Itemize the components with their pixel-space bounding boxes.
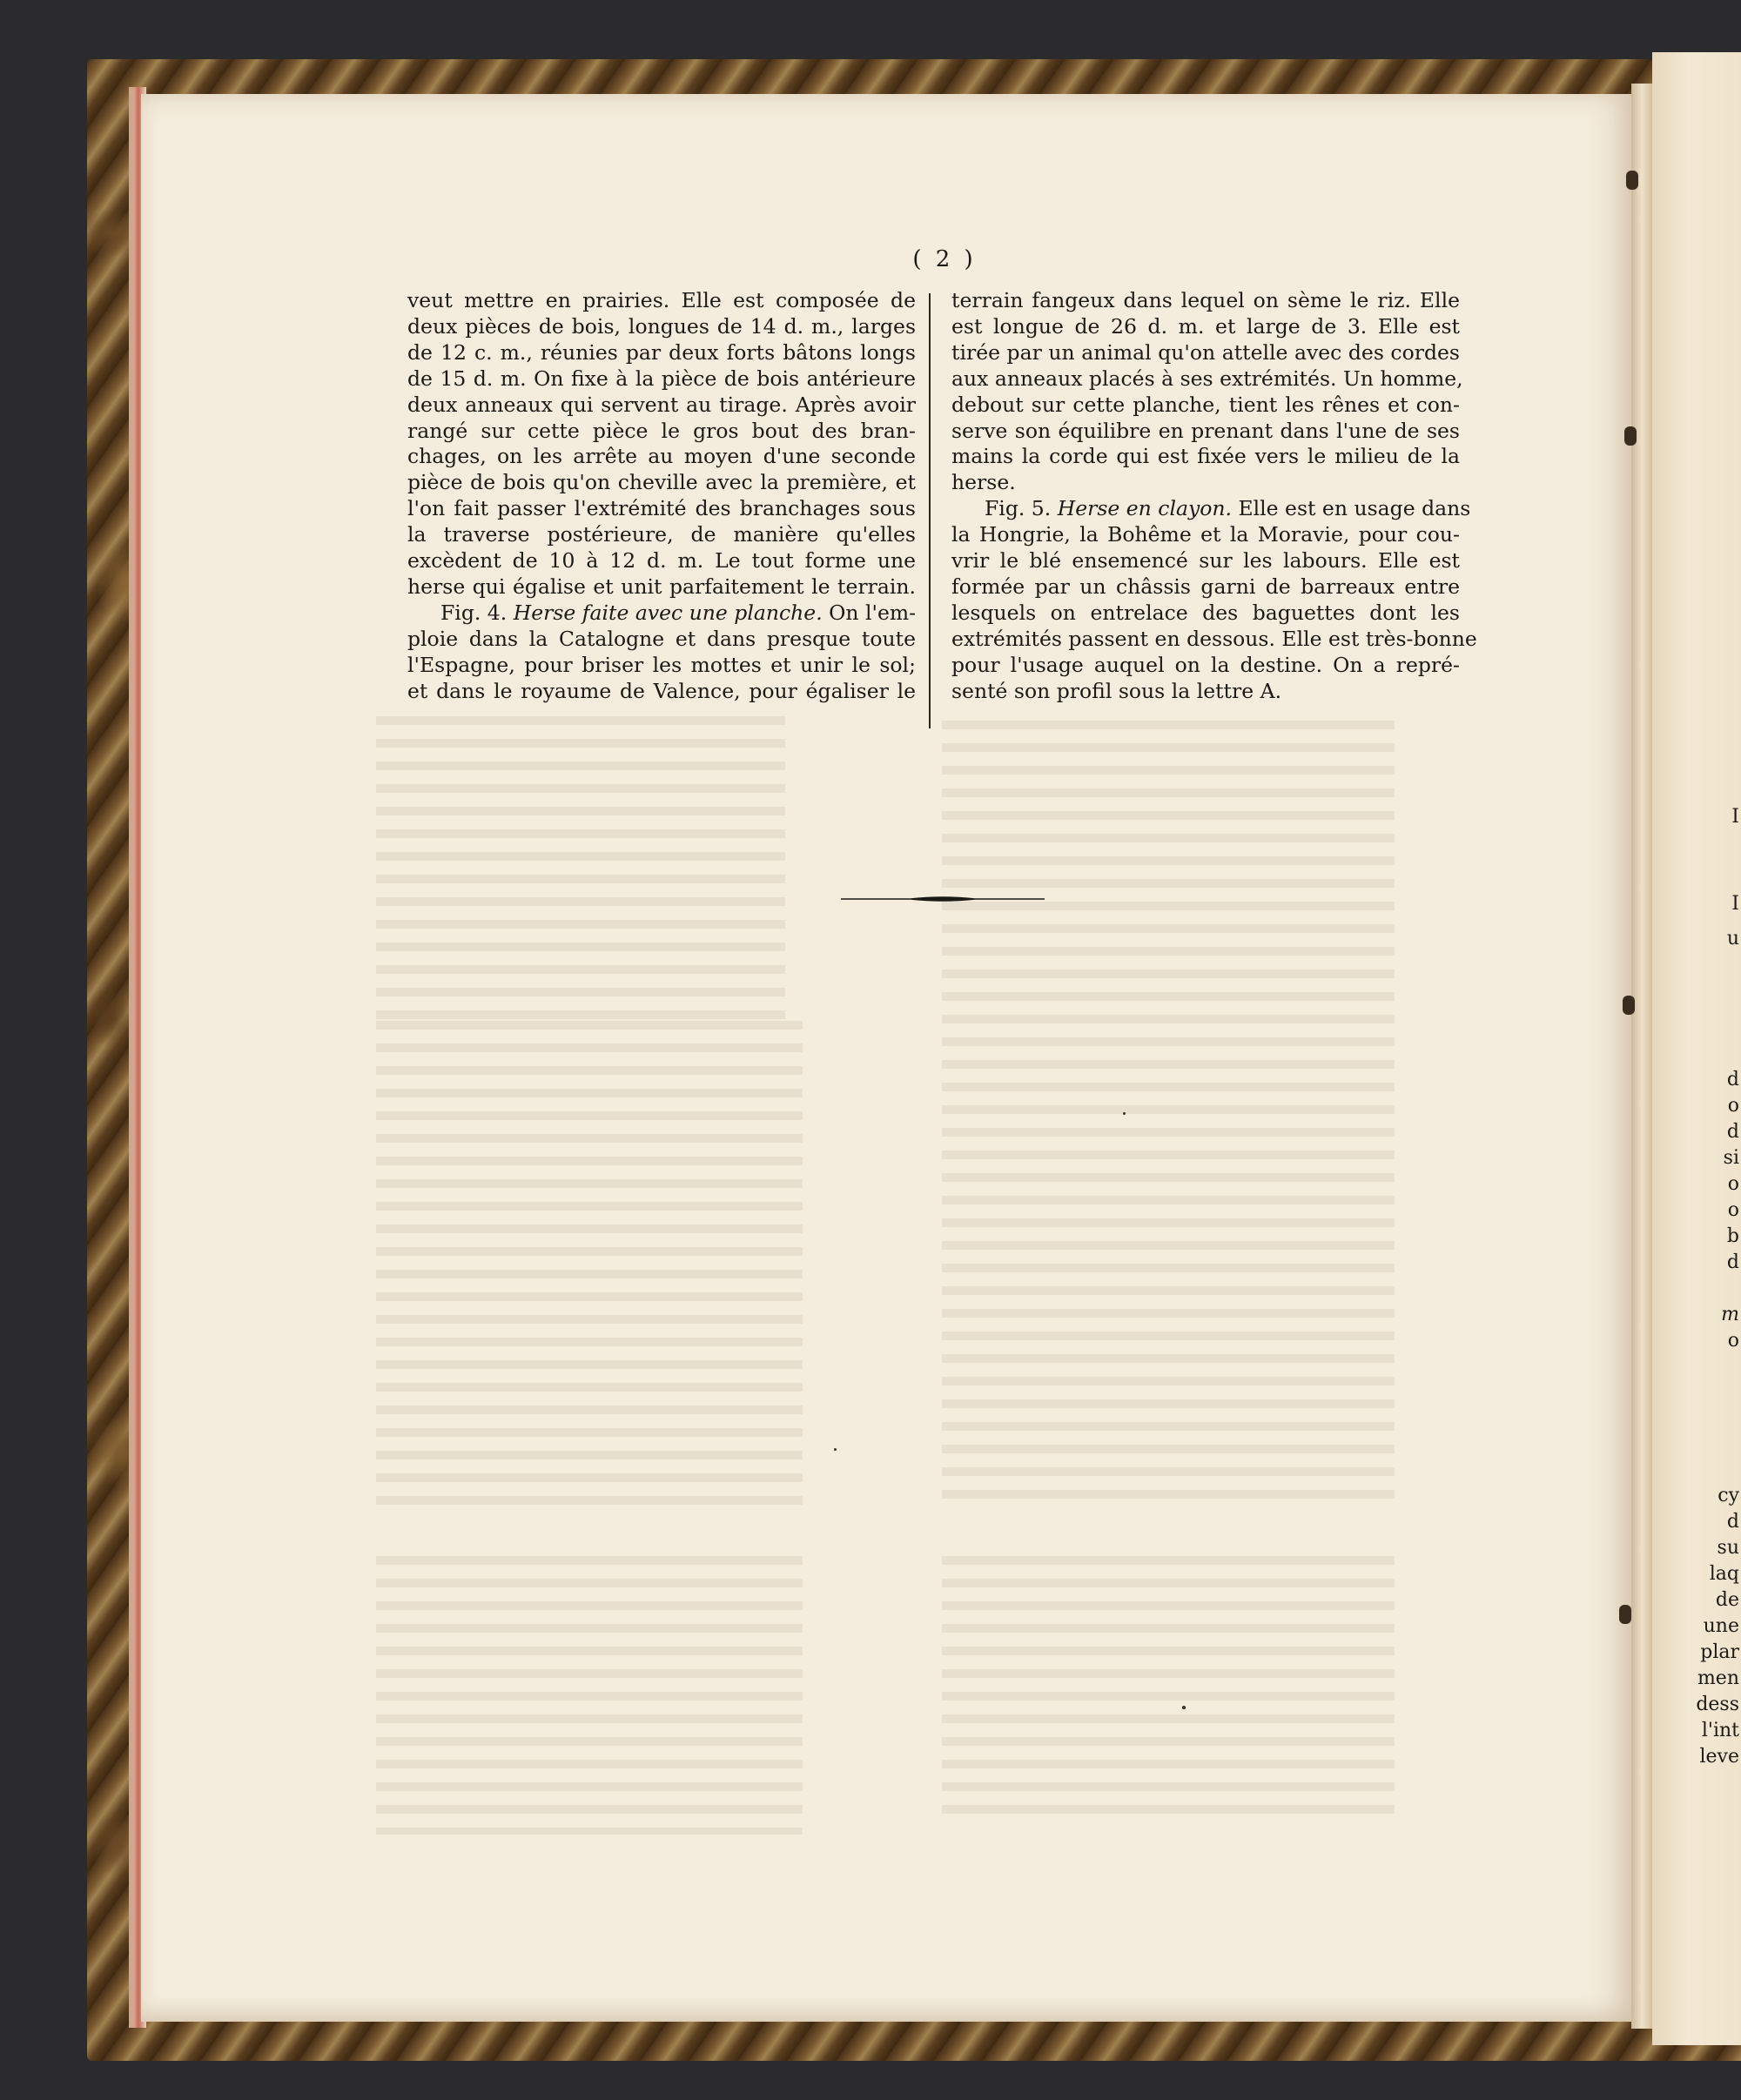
next-page-text-fragment: o <box>1727 1330 1739 1352</box>
text-line: formée par un châssis garni de barreaux entre <box>951 574 1460 599</box>
text-line: herse. <box>951 470 1016 495</box>
text-line: deux anneaux qui servent au tirage. Après avoir <box>407 392 916 417</box>
text-line: debout sur cette planche, tient les rênes et con- <box>951 392 1460 417</box>
text-line: ploie dans la Catalogne et dans presque toute <box>407 626 916 651</box>
text-line: de 12 c. m., réunies par deux forts bâtons longs <box>407 339 916 365</box>
next-page-text-fragment: dess <box>1696 1694 1739 1715</box>
text-line: la traverse postérieure, de manière qu'elles <box>407 522 916 547</box>
text-line: vrir le blé ensemencé sur les labours. Elle est <box>951 548 1460 574</box>
page-gutter <box>1631 84 1652 2029</box>
bleed-through-left-top <box>376 716 785 1021</box>
bleed-through-left-mid <box>376 1021 803 1508</box>
next-page-text-fragment: de <box>1715 1589 1739 1611</box>
next-page-text-fragment: d <box>1726 1121 1739 1143</box>
page-number: ( 2 ) <box>912 246 977 272</box>
figure-caption-line: Fig. 5. Herse en clayon. Elle est en usage dans <box>985 496 1471 521</box>
next-page-text-fragment: laq <box>1709 1563 1739 1585</box>
bleed-through-left-bottom <box>376 1556 803 1835</box>
bleed-through-right-bottom <box>942 1556 1395 1817</box>
text-line: herse qui égalise et unit parfaitement le terrain. <box>407 574 916 599</box>
text-line: veut mettre en prairies. Elle est composée de <box>407 288 916 312</box>
text-line: l'on fait passer l'extrémité des branchages sous <box>407 496 916 521</box>
next-page-text-fragment: l'int <box>1701 1720 1739 1741</box>
bleed-through-right-top <box>942 721 1395 1504</box>
next-page-text-fragment: plar <box>1700 1641 1739 1663</box>
next-page-text-fragment: une <box>1703 1615 1739 1637</box>
next-page-text-fragment: m <box>1721 1304 1739 1325</box>
column-divider <box>929 293 931 728</box>
next-page-text-fragment: I <box>1731 893 1739 915</box>
next-page-text-fragment: men <box>1697 1667 1739 1689</box>
next-page-text-fragment: si <box>1723 1147 1739 1169</box>
next-page-text-fragment: d <box>1726 1511 1739 1533</box>
next-page-text-fragment: d <box>1726 1069 1739 1090</box>
next-page-text-fragment: d <box>1726 1251 1739 1273</box>
text-line: deux pièces de bois, longues de 14 d. m., larges <box>407 313 916 339</box>
left-text-column <box>407 288 916 705</box>
text-line: lesquels on entrelace des baguettes dont les <box>951 600 1460 625</box>
text-line: est longue de 26 d. m. et large de 3. Elle est <box>951 313 1460 339</box>
ornamental-rule <box>841 895 1045 903</box>
text-line: aux anneaux placés à ses extrémités. Un homme, <box>951 366 1463 391</box>
paper-speck <box>1123 1112 1126 1115</box>
text-line: l'Espagne, pour briser les mottes et unir le sol; <box>407 652 916 677</box>
paper-speck <box>834 1448 837 1451</box>
next-page-text-fragment: u <box>1726 928 1739 949</box>
next-page-edge <box>1652 52 1741 2045</box>
text-line: mains la corde qui est fixée vers le milieu de la <box>951 444 1460 469</box>
next-page-text-fragment: cy <box>1717 1485 1739 1506</box>
binding-thread-mark <box>1626 171 1638 190</box>
text-line: extrémités passent en dessous. Elle est très-bonne <box>951 626 1477 651</box>
text-line: pour l'usage auquel on la destine. On a repré- <box>951 652 1460 677</box>
text-line: pièce de bois qu'on cheville avec la première, et <box>407 470 916 495</box>
text-line: rangé sur cette pièce le gros bout des bran- <box>407 418 916 443</box>
text-line: chages, on les arrête au moyen d'une seconde <box>407 444 916 469</box>
next-page-text-fragment: leve <box>1699 1746 1739 1768</box>
next-page-text-fragment: o <box>1727 1173 1739 1195</box>
text-line: la Hongrie, la Bohême et la Moravie, pour cou- <box>951 522 1460 547</box>
next-page-text-fragment: su <box>1717 1537 1739 1559</box>
paper-speck <box>1182 1706 1186 1709</box>
text-line: serve son équilibre en prenant dans l'une de ses <box>951 418 1460 443</box>
next-page-text-fragment: b <box>1726 1225 1739 1247</box>
figure-caption-line: Fig. 4. Herse faite avec une planche. On l'em- <box>440 600 917 625</box>
next-page-text-fragment: I <box>1731 806 1739 828</box>
right-text-column <box>951 288 1477 705</box>
text-line: tirée par un animal qu'on attelle avec des cordes <box>951 339 1460 365</box>
next-page-text-fragment: o <box>1727 1095 1739 1117</box>
text-line: et dans le royaume de Valence, pour égaliser le <box>407 678 916 703</box>
text-line: senté son profil sous la lettre A. <box>951 678 1282 703</box>
binding-thread-mark <box>1623 996 1635 1015</box>
text-line: excèdent de 10 à 12 d. m. Le tout forme une <box>407 548 916 574</box>
text-line: terrain fangeux dans lequel on sème le riz. Elle <box>951 288 1460 312</box>
binding-thread-mark <box>1624 426 1637 446</box>
next-page-text-fragment: o <box>1727 1199 1739 1221</box>
binding-thread-mark <box>1619 1605 1631 1624</box>
text-line: de 15 d. m. On fixe à la pièce de bois antérieure <box>407 366 916 391</box>
